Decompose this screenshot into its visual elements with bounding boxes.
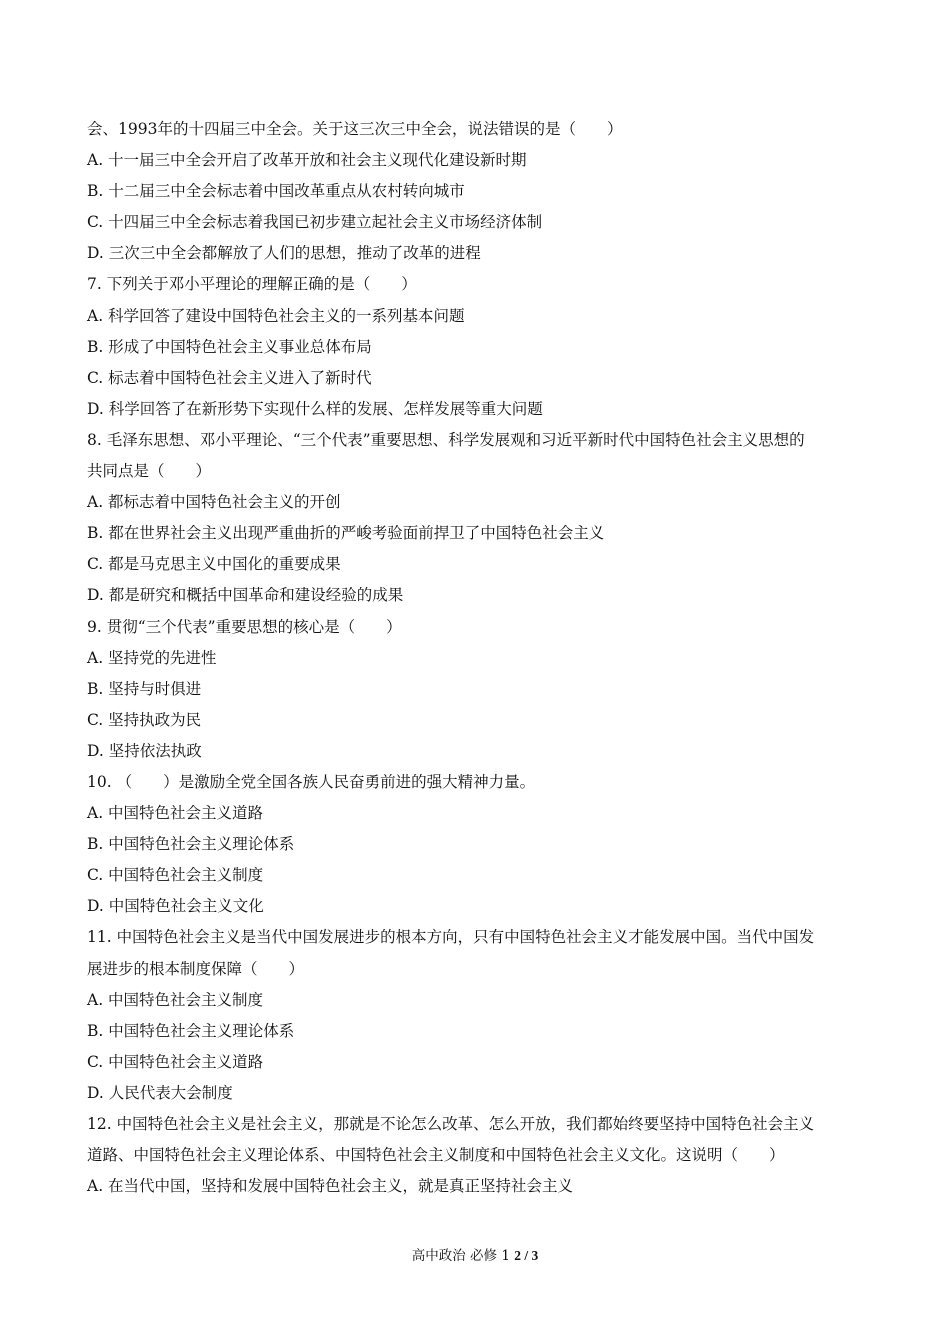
option-line: D. 人民代表大会制度 bbox=[87, 1083, 233, 1102]
option-line: A. 十一届三中全会开启了改革开放和社会主义现代化建设新时期 bbox=[87, 151, 527, 170]
page-number: 2 / 3 bbox=[514, 1248, 539, 1263]
option-line: C. 十四届三中全会标志着我国已初步建立起社会主义市场经济体制 bbox=[87, 213, 543, 232]
option-line: B. 形成了中国特色社会主义事业总体布局 bbox=[87, 337, 372, 356]
option-line: C. 坚持执政为民 bbox=[87, 710, 202, 729]
question-7: 7. 下列关于邓小平理论的理解正确的是（ ） bbox=[87, 275, 417, 294]
option-line: C. 标志着中国特色社会主义进入了新时代 bbox=[87, 368, 372, 387]
question-10: 10. （ ）是激励全党全国各族人民奋勇前进的强大精神力量。 bbox=[87, 772, 536, 791]
option-line: B. 都在世界社会主义出现严重曲折的严峻考验面前捍卫了中国特色社会主义 bbox=[87, 524, 605, 543]
option-line: A. 坚持党的先进性 bbox=[87, 648, 217, 667]
option-line: D. 三次三中全会都解放了人们的思想，推动了改革的进程 bbox=[87, 244, 481, 263]
option-line: C. 都是马克思主义中国化的重要成果 bbox=[87, 555, 341, 574]
option-line: D. 坚持依法执政 bbox=[87, 741, 202, 760]
option-line: A. 都标志着中国特色社会主义的开创 bbox=[87, 493, 341, 512]
option-line: D. 中国特色社会主义文化 bbox=[87, 897, 264, 916]
question-12-cont: 道路、中国特色社会主义理论体系、中国特色社会主义制度和中国特色社会主义文化。这说明（ ） bbox=[87, 1146, 785, 1165]
page-footer bbox=[0, 1244, 950, 1264]
question-11: 11. 中国特色社会主义是当代中国发展进步的根本方向，只有中国特色社会主义才能发展中国。当代中国发 bbox=[87, 928, 815, 947]
option-line: B. 坚持与时俱进 bbox=[87, 679, 202, 698]
option-line: D. 都是研究和概括中国革命和建设经验的成果 bbox=[87, 586, 404, 605]
question-12: 12. 中国特色社会主义是社会主义，那就是不论怎么改革、怎么开放，我们都始终要坚持中国特色社会主义 bbox=[87, 1115, 815, 1133]
option-line: A. 科学回答了建设中国特色社会主义的一系列基本问题 bbox=[87, 306, 465, 325]
question-8-cont: 共同点是（ ） bbox=[87, 462, 212, 481]
option-line: A. 中国特色社会主义制度 bbox=[87, 990, 264, 1009]
option-line: C. 中国特色社会主义制度 bbox=[87, 866, 264, 885]
footer-subject: 高中政治 必修 1 bbox=[411, 1248, 515, 1264]
option-line: B. 中国特色社会主义理论体系 bbox=[87, 1021, 295, 1040]
document-body bbox=[87, 114, 877, 1202]
question-9: 9. 贯彻“三个代表”重要思想的核心是（ ） bbox=[87, 617, 402, 636]
option-line: D. 科学回答了在新形势下实现什么样的发展、怎样发展等重大问题 bbox=[87, 399, 543, 418]
question-8: 8. 毛泽东思想、邓小平理论、“三个代表”重要思想、科学发展观和习近平新时代中国特色社会主义思想的 bbox=[87, 430, 805, 449]
question-11-cont: 展进步的根本制度保障（ ） bbox=[87, 959, 305, 978]
option-line: B. 中国特色社会主义理论体系 bbox=[87, 835, 295, 854]
option-line: B. 十二届三中全会标志着中国改革重点从农村转向城市 bbox=[87, 182, 465, 201]
option-line: A. 中国特色社会主义道路 bbox=[87, 804, 264, 823]
text-line: 会、1993年的十四届三中全会。关于这三次三中全会，说法错误的是（ ） bbox=[87, 120, 623, 138]
option-line: C. 中国特色社会主义道路 bbox=[87, 1052, 264, 1071]
option-line: A. 在当代中国，坚持和发展中国特色社会主义，就是真正坚持社会主义 bbox=[87, 1177, 574, 1196]
